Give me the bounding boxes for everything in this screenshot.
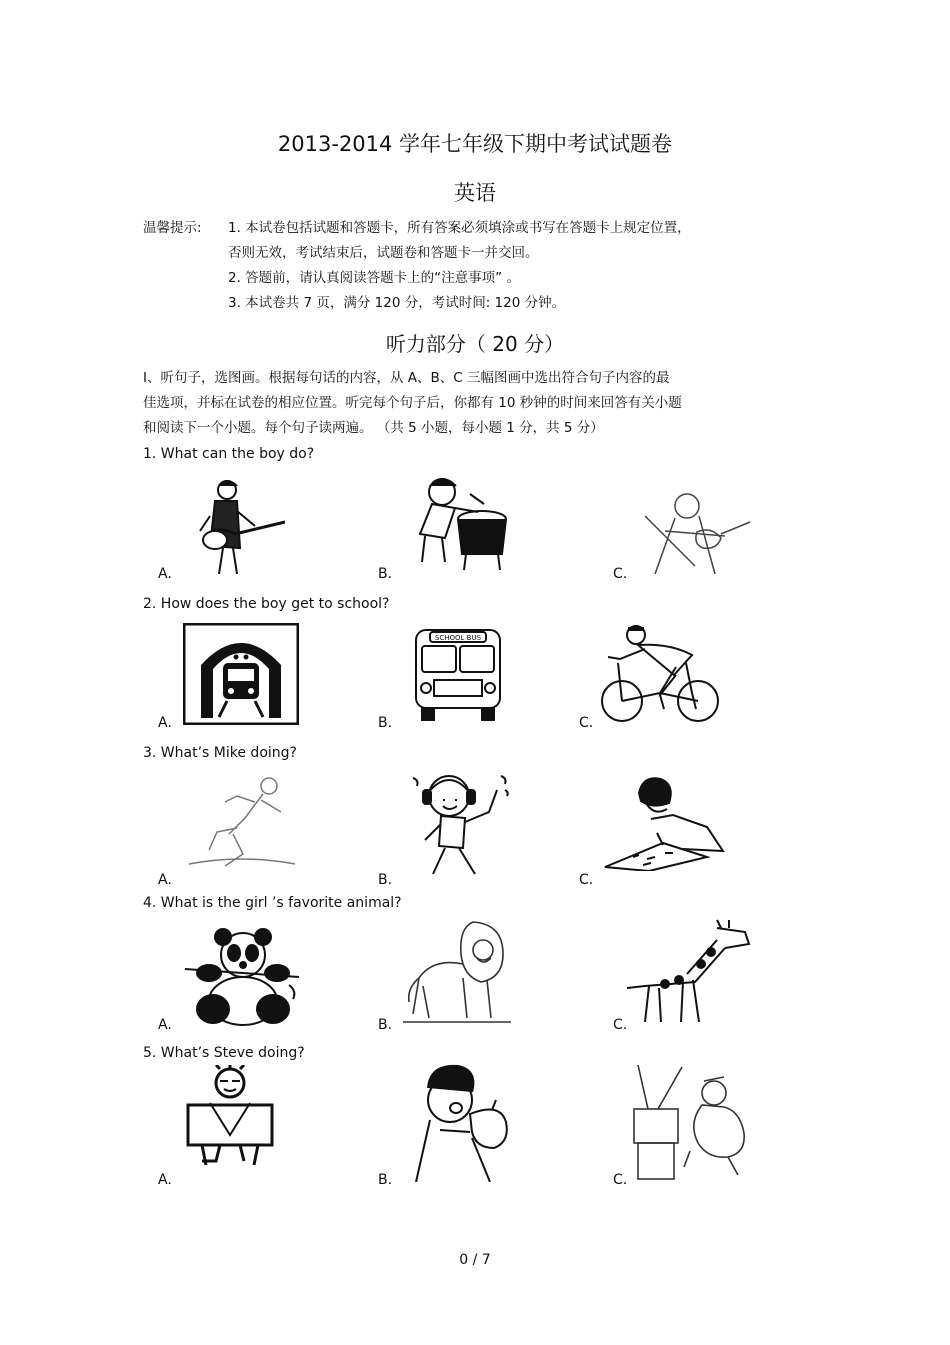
question-1: 1. What can the boy do? <box>143 446 315 462</box>
option-3c[interactable]: C. <box>579 872 594 888</box>
exam-title: 2013-2014 学年七年级下期中考试试题卷 <box>277 132 673 156</box>
option-1a[interactable]: A. <box>158 566 172 582</box>
reading-man-icon[interactable] <box>180 1065 280 1173</box>
question-3: 3. What’s Mike doing? <box>143 745 297 761</box>
option-2c[interactable]: C. <box>579 715 594 731</box>
question-2: 2. How does the boy get to school? <box>143 596 390 612</box>
question-4: 4. What is the girl ’s favorite animal? <box>143 895 402 911</box>
subway-icon[interactable] <box>183 623 299 725</box>
instructions-line-3: 和阅读下一个小题。每个句子读两遍。 （共 5 小题，每小题 1 分，共 5 分） <box>143 420 604 436</box>
subject-title: 英语 <box>454 181 496 205</box>
giraffe-icon[interactable] <box>625 918 753 1026</box>
notice-item-3: 3. 本试卷共 7 页，满分 120 分，考试时间: 120 分钟。 <box>228 295 566 311</box>
notice-item-2: 2. 答题前，请认真阅读答题卡上的“注意事项” 。 <box>228 270 520 286</box>
instructions-line-2: 佳选项，并标在试卷的相应位置。听完每个句子后，你都有 10 秒钟的时间来回答有关小题 <box>143 395 682 411</box>
writing-boy-icon[interactable] <box>603 773 725 871</box>
option-5b[interactable]: B. <box>378 1172 393 1188</box>
option-1b[interactable]: B. <box>378 566 393 582</box>
watching-tv-icon[interactable] <box>628 1063 756 1181</box>
option-2b[interactable]: B. <box>378 715 393 731</box>
question-5: 5. What’s Steve doing? <box>143 1045 305 1061</box>
notice-label: 温馨提示: <box>143 220 202 236</box>
eating-apple-boy-icon[interactable] <box>410 1062 520 1182</box>
bicycle-rider-icon[interactable] <box>600 623 720 726</box>
drum-player-icon[interactable] <box>400 474 515 574</box>
option-4c[interactable]: C. <box>613 1017 628 1033</box>
option-2a[interactable]: A. <box>158 715 172 731</box>
instructions <box>143 366 803 441</box>
option-3a[interactable]: A. <box>158 872 172 888</box>
school-bus-sign: SCHOOL BUS <box>434 634 482 642</box>
section-title: 听力部分（ 20 分） <box>385 332 565 356</box>
violin-player-icon[interactable] <box>635 486 753 576</box>
panda-icon[interactable] <box>183 925 301 1027</box>
notice-item-1-cont: 否则无效，考试结束后，试题卷和答题卡一并交回。 <box>228 245 539 261</box>
option-4a[interactable]: A. <box>158 1017 172 1033</box>
runner-icon[interactable] <box>185 772 297 872</box>
option-5c[interactable]: C. <box>613 1172 628 1188</box>
notice-item-1: 1. 本试卷包括试题和答题卡，所有答案必须填涂或书写在答题卡上规定位置， <box>228 220 691 236</box>
option-5a[interactable]: A. <box>158 1172 172 1188</box>
option-3b[interactable]: B. <box>378 872 393 888</box>
school-bus-icon[interactable] <box>410 626 505 721</box>
instructions-line-1: Ⅰ、听句子，选图画。根据每句话的内容，从 A、B、C 三幅图画中选出符合句子内容的最 <box>143 370 670 386</box>
option-1c[interactable]: C. <box>613 566 628 582</box>
page-number: 0 / 7 <box>459 1252 491 1268</box>
option-4b[interactable]: B. <box>378 1017 393 1033</box>
lion-icon[interactable] <box>403 918 513 1026</box>
headphones-dancer-icon[interactable] <box>405 770 513 882</box>
guitar-player-icon[interactable] <box>185 476 290 576</box>
